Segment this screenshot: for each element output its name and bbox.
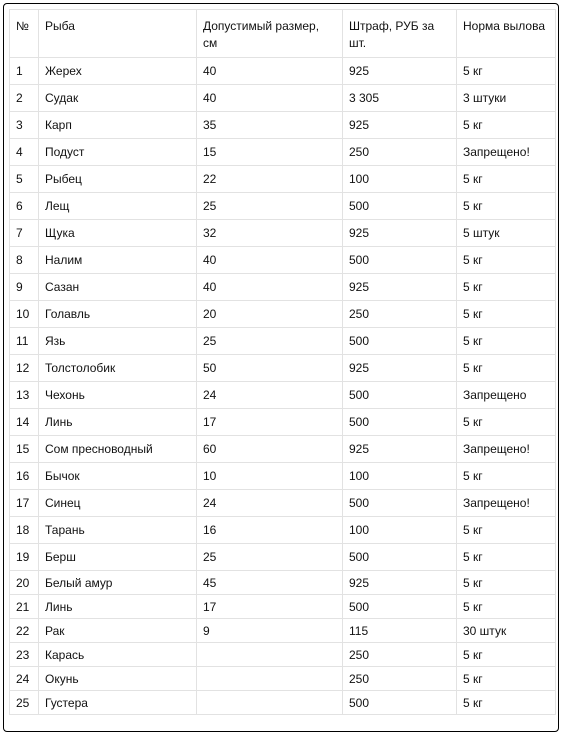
cell-size: 17 (197, 595, 343, 619)
cell-number: 7 (10, 220, 39, 247)
cell-number: 10 (10, 301, 39, 328)
table-row (10, 463, 556, 490)
cell-size: 40 (197, 85, 343, 112)
cell-fish: Жерех (39, 58, 197, 85)
cell-size: 15 (197, 139, 343, 166)
table-row (10, 595, 556, 619)
table-row (10, 193, 556, 220)
cell-fish: Лещ (39, 193, 197, 220)
cell-fine: 500 (343, 409, 457, 436)
table-row (10, 274, 556, 301)
cell-size: 40 (197, 58, 343, 85)
cell-size: 32 (197, 220, 343, 247)
table-row (10, 643, 556, 667)
cell-size: 16 (197, 517, 343, 544)
cell-fish: Судак (39, 85, 197, 112)
cell-size (197, 691, 343, 715)
cell-size: 20 (197, 301, 343, 328)
table-row (10, 112, 556, 139)
table-row (10, 166, 556, 193)
table-row (10, 667, 556, 691)
table-row (10, 139, 556, 166)
cell-limit: 3 штуки (457, 85, 556, 112)
cell-number: 12 (10, 355, 39, 382)
cell-number: 16 (10, 463, 39, 490)
table-row (10, 571, 556, 595)
cell-number: 18 (10, 517, 39, 544)
cell-fine: 925 (343, 220, 457, 247)
table-frame (3, 3, 559, 732)
cell-fine: 250 (343, 139, 457, 166)
cell-limit: 5 кг (457, 667, 556, 691)
cell-fine: 500 (343, 595, 457, 619)
cell-limit: 5 кг (457, 193, 556, 220)
cell-limit: Запрещено! (457, 139, 556, 166)
table-row (10, 382, 556, 409)
table-row (10, 619, 556, 643)
cell-fine: 500 (343, 691, 457, 715)
cell-limit: 5 кг (457, 247, 556, 274)
cell-fine: 250 (343, 643, 457, 667)
cell-limit: 5 кг (457, 301, 556, 328)
cell-number: 15 (10, 436, 39, 463)
cell-limit: 5 кг (457, 571, 556, 595)
cell-fine: 100 (343, 517, 457, 544)
table-row (10, 85, 556, 112)
cell-number: 21 (10, 595, 39, 619)
cell-fine: 500 (343, 328, 457, 355)
cell-fine: 500 (343, 382, 457, 409)
cell-fish: Щука (39, 220, 197, 247)
header-limit: Норма вылова (457, 10, 556, 58)
table-row (10, 490, 556, 517)
cell-size (197, 667, 343, 691)
cell-fish: Рыбец (39, 166, 197, 193)
cell-fine: 500 (343, 490, 457, 517)
cell-size: 60 (197, 436, 343, 463)
cell-number: 20 (10, 571, 39, 595)
cell-number: 9 (10, 274, 39, 301)
cell-number: 8 (10, 247, 39, 274)
cell-fine: 100 (343, 166, 457, 193)
cell-fish: Подуст (39, 139, 197, 166)
table-row (10, 436, 556, 463)
cell-limit: 5 кг (457, 328, 556, 355)
cell-number: 1 (10, 58, 39, 85)
cell-fish: Язь (39, 328, 197, 355)
cell-fish: Сазан (39, 274, 197, 301)
table-row (10, 328, 556, 355)
cell-size: 9 (197, 619, 343, 643)
cell-fish: Синец (39, 490, 197, 517)
cell-size: 40 (197, 247, 343, 274)
cell-limit: 5 кг (457, 544, 556, 571)
cell-limit: 5 кг (457, 517, 556, 544)
fish-table (9, 9, 556, 715)
cell-limit: 5 кг (457, 58, 556, 85)
cell-fish: Линь (39, 595, 197, 619)
cell-size: 22 (197, 166, 343, 193)
cell-fish: Тарань (39, 517, 197, 544)
table-row (10, 301, 556, 328)
cell-fish: Густера (39, 691, 197, 715)
cell-fine: 250 (343, 301, 457, 328)
cell-number: 11 (10, 328, 39, 355)
table-row (10, 355, 556, 382)
cell-number: 17 (10, 490, 39, 517)
cell-fine: 100 (343, 463, 457, 490)
cell-size: 17 (197, 409, 343, 436)
cell-limit: 5 кг (457, 595, 556, 619)
cell-fish: Окунь (39, 667, 197, 691)
cell-fine: 115 (343, 619, 457, 643)
cell-fish: Сом пресноводный (39, 436, 197, 463)
table-row (10, 409, 556, 436)
table-row (10, 220, 556, 247)
cell-number: 24 (10, 667, 39, 691)
cell-fine: 500 (343, 247, 457, 274)
cell-fish: Карп (39, 112, 197, 139)
cell-size: 25 (197, 193, 343, 220)
cell-fine: 500 (343, 544, 457, 571)
cell-size: 45 (197, 571, 343, 595)
cell-limit: 5 кг (457, 274, 556, 301)
cell-limit: Запрещено (457, 382, 556, 409)
cell-fish: Карась (39, 643, 197, 667)
cell-fish: Налим (39, 247, 197, 274)
table-row (10, 544, 556, 571)
cell-size (197, 643, 343, 667)
cell-fine: 500 (343, 193, 457, 220)
cell-fine: 3 305 (343, 85, 457, 112)
cell-fish: Линь (39, 409, 197, 436)
table-row (10, 247, 556, 274)
cell-limit: 30 штук (457, 619, 556, 643)
cell-number: 25 (10, 691, 39, 715)
header-number: № (10, 10, 39, 58)
cell-size: 25 (197, 328, 343, 355)
cell-size: 24 (197, 490, 343, 517)
cell-fine: 925 (343, 436, 457, 463)
cell-number: 3 (10, 112, 39, 139)
cell-limit: 5 кг (457, 643, 556, 667)
cell-fine: 925 (343, 58, 457, 85)
cell-fish: Бычок (39, 463, 197, 490)
cell-fish: Толстолобик (39, 355, 197, 382)
cell-limit: 5 кг (457, 463, 556, 490)
cell-fine: 925 (343, 112, 457, 139)
cell-fine: 925 (343, 571, 457, 595)
cell-fish: Чехонь (39, 382, 197, 409)
cell-size: 40 (197, 274, 343, 301)
cell-fish: Берш (39, 544, 197, 571)
table-row (10, 58, 556, 85)
cell-number: 13 (10, 382, 39, 409)
cell-size: 25 (197, 544, 343, 571)
cell-fish: Голавль (39, 301, 197, 328)
cell-size: 50 (197, 355, 343, 382)
cell-size: 10 (197, 463, 343, 490)
cell-number: 4 (10, 139, 39, 166)
table-row (10, 691, 556, 715)
cell-number: 6 (10, 193, 39, 220)
cell-fine: 925 (343, 355, 457, 382)
header-size: Допустимый размер, см (197, 10, 343, 58)
cell-number: 22 (10, 619, 39, 643)
cell-fish: Белый амур (39, 571, 197, 595)
cell-fish: Рак (39, 619, 197, 643)
header-row (10, 10, 556, 58)
cell-limit: Запрещено! (457, 490, 556, 517)
cell-limit: 5 кг (457, 409, 556, 436)
cell-number: 2 (10, 85, 39, 112)
cell-limit: 5 кг (457, 112, 556, 139)
cell-size: 24 (197, 382, 343, 409)
cell-size: 35 (197, 112, 343, 139)
cell-number: 5 (10, 166, 39, 193)
cell-number: 14 (10, 409, 39, 436)
cell-limit: 5 кг (457, 355, 556, 382)
cell-limit: 5 кг (457, 166, 556, 193)
cell-limit: 5 штук (457, 220, 556, 247)
cell-limit: Запрещено! (457, 436, 556, 463)
cell-number: 19 (10, 544, 39, 571)
header-fine: Штраф, РУБ за шт. (343, 10, 457, 58)
cell-limit: 5 кг (457, 691, 556, 715)
cell-number: 23 (10, 643, 39, 667)
cell-fine: 250 (343, 667, 457, 691)
cell-fine: 925 (343, 274, 457, 301)
table-row (10, 517, 556, 544)
header-fish: Рыба (39, 10, 197, 58)
